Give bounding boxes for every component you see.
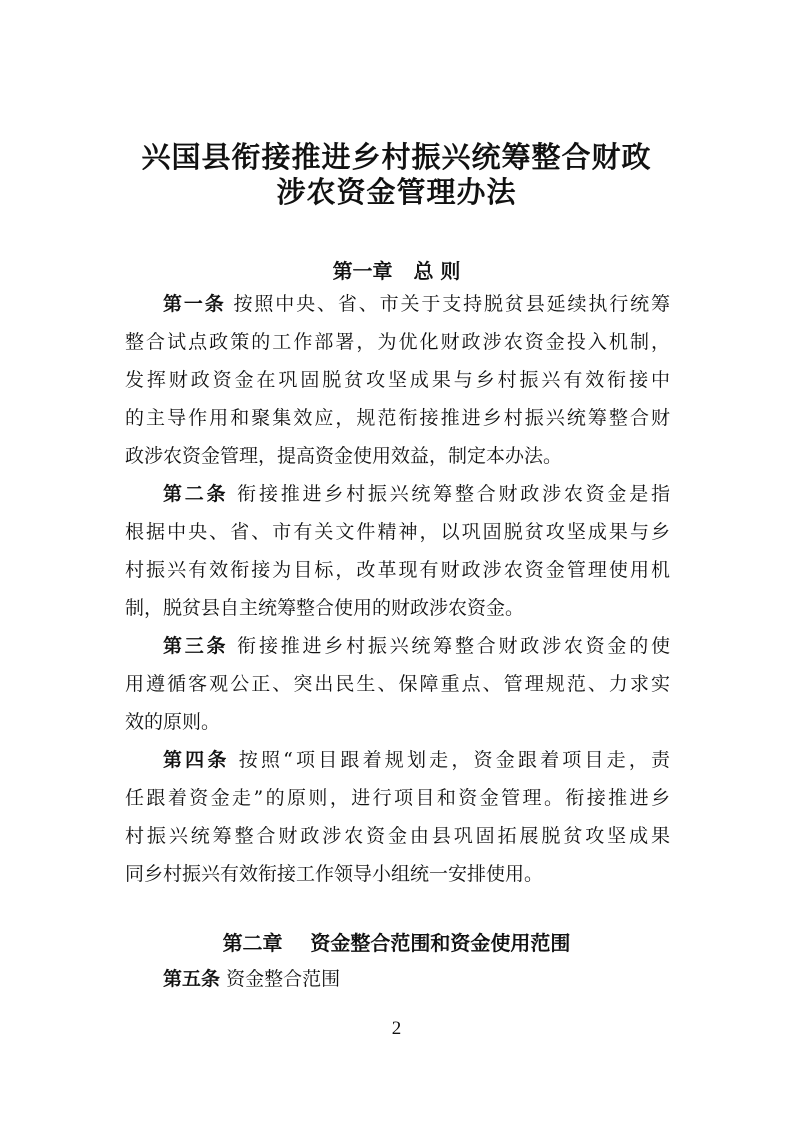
chapter-2-heading: 第二章 资金整合范围和资金使用范围 (222, 931, 571, 955)
article-2-line-3: 村振兴有效衔接为目标，改革现有财政涉农资金管理使用机 (125, 559, 670, 581)
article-1-line-3: 发挥财政资金在巩固脱贫攻坚成果与乡村振兴有效衔接中 (125, 369, 670, 391)
article-2-line-4: 制，脱贫县自主统筹整合使用的财政涉农资金。 (125, 597, 525, 619)
article-5-text: 资金整合范围 (226, 968, 341, 990)
article-3-label: 第三条 (163, 635, 229, 657)
article-4-line-2: 任跟着资金走”的原则，进行项目和资金管理。衔接推进乡 (125, 787, 670, 809)
article-1-label: 第一条 (163, 293, 226, 315)
article-4-text-1: 按照“项目跟着规划走，资金跟着项目走，责 (238, 749, 670, 771)
article-3-line-2: 用遵循客观公正、突出民生、保障重点、管理规范、力求实 (125, 673, 670, 695)
article-4-line-4: 同乡村振兴有效衔接工作领导小组统一安排使用。 (125, 863, 544, 885)
article-2-text-1: 衔接推进乡村振兴统筹整合财政涉农资金是指 (237, 483, 670, 505)
article-2-line-1 (163, 475, 670, 513)
article-3-line-1 (163, 627, 670, 665)
article-1-text-1: 按照中央、省、市关于支持脱贫县延续执行统筹 (233, 293, 670, 315)
article-1-line-2: 整合试点政策的工作部署，为优化财政涉农资金投入机制， (125, 331, 670, 353)
article-2-label: 第二条 (163, 483, 229, 505)
article-4-label: 第四条 (163, 749, 230, 771)
page-number: 2 (391, 1018, 402, 1039)
article-4-line-3: 村振兴统筹整合财政涉农资金由县巩固拓展脱贫攻坚成果 (125, 825, 670, 847)
article-1-line-1 (163, 285, 670, 323)
chapter-1-heading: 第一章 总 则 (332, 259, 461, 283)
article-5-line-1 (163, 960, 670, 998)
document-title-line-2: 涉农资金管理办法 (276, 175, 517, 209)
article-5-label: 第五条 (163, 968, 221, 990)
article-3-text-1: 衔接推进乡村振兴统筹整合财政涉农资金的使 (237, 635, 670, 657)
article-1-line-5: 政涉农资金管理，提高资金使用效益，制定本办法。 (125, 445, 563, 467)
article-4-line-1 (163, 741, 670, 779)
article-2-line-2: 根据中央、省、市有关文件精神，以巩固脱贫攻坚成果与乡 (125, 521, 670, 543)
article-1-line-4: 的主导作用和聚集效应，规范衔接推进乡村振兴统筹整合财 (125, 407, 670, 429)
document-title-line-1: 兴国县衔接推进乡村振兴统筹整合财政 (141, 140, 652, 174)
article-3-line-3: 效的原则。 (125, 711, 221, 733)
